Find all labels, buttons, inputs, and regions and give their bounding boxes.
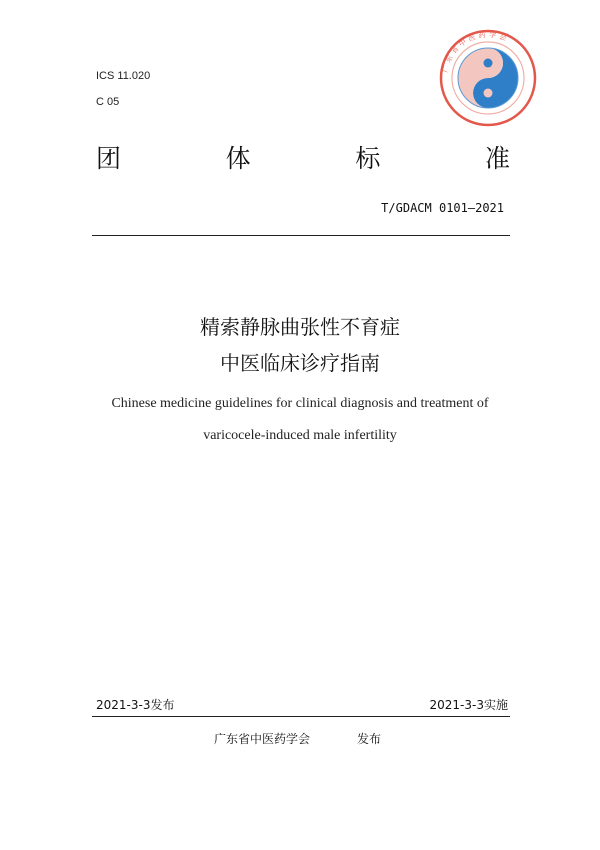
publish-label: 发布 — [357, 732, 382, 746]
standard-type-char: 准 — [484, 144, 510, 173]
taiji-seal-icon — [438, 28, 538, 128]
ics-code: ICS 11.020 — [96, 70, 151, 82]
footer-divider — [92, 716, 510, 717]
standard-number: T/GDACM 0101—2021 — [381, 201, 504, 215]
association-logo — [438, 28, 538, 128]
implementation-date: 2021-3-3实施 — [429, 698, 508, 712]
ccs-code: C 05 — [96, 96, 120, 108]
standard-type-char: 标 — [355, 144, 381, 173]
issue-date: 2021-3-3发布 — [96, 698, 175, 712]
chinese-title-line-1: 精索静脉曲张性不育症 — [200, 315, 400, 339]
english-title-line-1: Chinese medicine guidelines for clinical diagnosis and treatment of — [111, 396, 489, 411]
logo-ring-text: 广东省中医药学会 — [441, 30, 511, 74]
publisher-name: 广东省中医药学会 — [214, 732, 311, 746]
standard-type-char: 团 — [96, 144, 122, 173]
header-divider — [92, 235, 510, 236]
english-title-line-2: varicocele-induced male infertility — [203, 428, 397, 443]
standard-type-heading — [96, 142, 510, 176]
chinese-title-line-2: 中医临床诊疗指南 — [220, 351, 380, 375]
standard-type-char: 体 — [225, 144, 251, 173]
taiji-symbol — [458, 48, 518, 108]
